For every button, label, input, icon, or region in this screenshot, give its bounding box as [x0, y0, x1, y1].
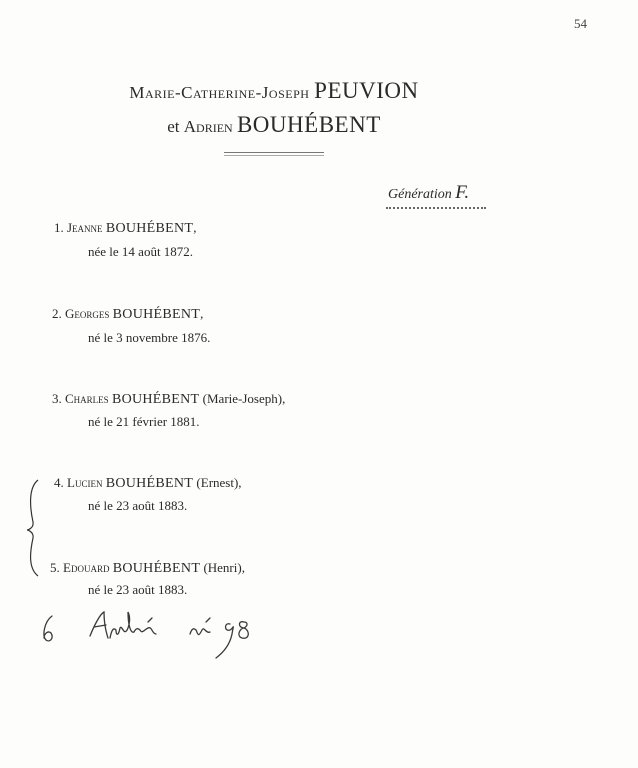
entry-name [52, 306, 203, 323]
page-number: 54 [574, 16, 587, 31]
generation-word: Génération [388, 187, 452, 202]
entry-suffix: , [200, 306, 204, 321]
entry-birth: née le 14 août 1872. [88, 244, 194, 259]
entry-name [50, 560, 245, 577]
entry-number: 1. [54, 220, 64, 235]
title-conjunction: et [167, 117, 180, 136]
title-divider-2 [224, 155, 324, 156]
entry-name [54, 220, 197, 237]
entry-suffix: , [193, 220, 197, 235]
entry-surname: BOUHÉBENT [112, 561, 201, 576]
title-surname-2: BOUHÉBENT [236, 112, 381, 137]
entry-given-name: Jeanne [67, 220, 103, 235]
entry-surname: BOUHÉBENT [105, 476, 194, 491]
entry-suffix: (Henri), [200, 560, 245, 575]
entry-birth: né le 23 août 1883. [88, 582, 188, 597]
entry-number: 2. [52, 306, 62, 321]
handwritten-bracket [24, 478, 44, 578]
entry-surname: BOUHÉBENT [112, 307, 201, 322]
entry-given-name: Lucien [67, 475, 103, 490]
entry-suffix: (Ernest), [193, 475, 242, 490]
entry-name [54, 475, 242, 492]
entry-surname: BOUHÉBENT [105, 221, 194, 236]
entry-suffix: (Marie-Joseph), [199, 391, 286, 406]
title-surname: PEUVION [314, 78, 419, 103]
handwritten-note-number: 6 [38, 666, 39, 667]
entry-birth: né le 3 novembre 1876. [88, 330, 211, 345]
title-divider [224, 152, 324, 153]
page-title-line2 [0, 112, 638, 138]
title-given-name-2: Adrien [183, 117, 233, 136]
entry-given-name: Charles [65, 391, 109, 406]
entry-birth: né le 23 août 1883. [88, 498, 188, 513]
entry-number: 3. [52, 391, 62, 406]
entry-surname: BOUHÉBENT [111, 392, 200, 407]
title-given-names: Marie-Catherine-Joseph [129, 83, 310, 102]
handwritten-note-text: André né 98 [38, 667, 43, 668]
entry-given-name: Georges [65, 306, 110, 321]
entry-name [52, 391, 285, 408]
entry-number: 5. [50, 560, 60, 575]
entry-birth: né le 21 février 1881. [88, 414, 200, 429]
handwritten-note [38, 608, 268, 668]
entry-number: 4. [54, 475, 64, 490]
page-title-line1 [0, 78, 638, 104]
entry-given-name: Edouard [63, 560, 110, 575]
generation-underline [386, 204, 486, 209]
generation-letter: F. [455, 182, 470, 203]
generation-label [388, 182, 469, 204]
